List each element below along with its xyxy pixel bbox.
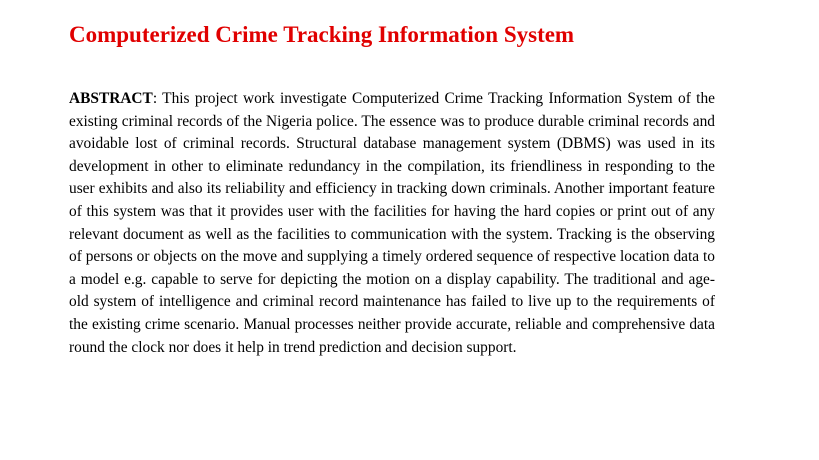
abstract-label: ABSTRACT — [69, 90, 153, 107]
document-title: Computerized Crime Tracking Information System — [69, 22, 575, 47]
abstract-paragraph — [69, 88, 715, 359]
abstract-text: : This project work investigate Computerized Crime Tracking Information System of the existing criminal records of the Nigeria police. The essence was to produce durable criminal records and avoidable lost of criminal records. Structural database management system (DBMS) was used in its development in other to eliminate redundancy in the compilation, its friendliness in responding to the user exhibits and also its reliability and efficiency in tracking down criminals. Another important feature of this system was that it provides user with the facilities for having the hard copies or print out of any relevant document as well as the facilities to communication with the system. Tracking is the observing of persons or objects on the move and supplying a timely ordered sequence of respective location data to a model e.g. capable to serve for depicting the motion on a display capability. The traditional and age-old system of intelligence and criminal record maintenance has failed to live up to the requirements of the existing crime scenario. Manual processes neither provide accurate, reliable and comprehensive data round the clock nor does it help in trend prediction and decision support. — [69, 90, 715, 356]
